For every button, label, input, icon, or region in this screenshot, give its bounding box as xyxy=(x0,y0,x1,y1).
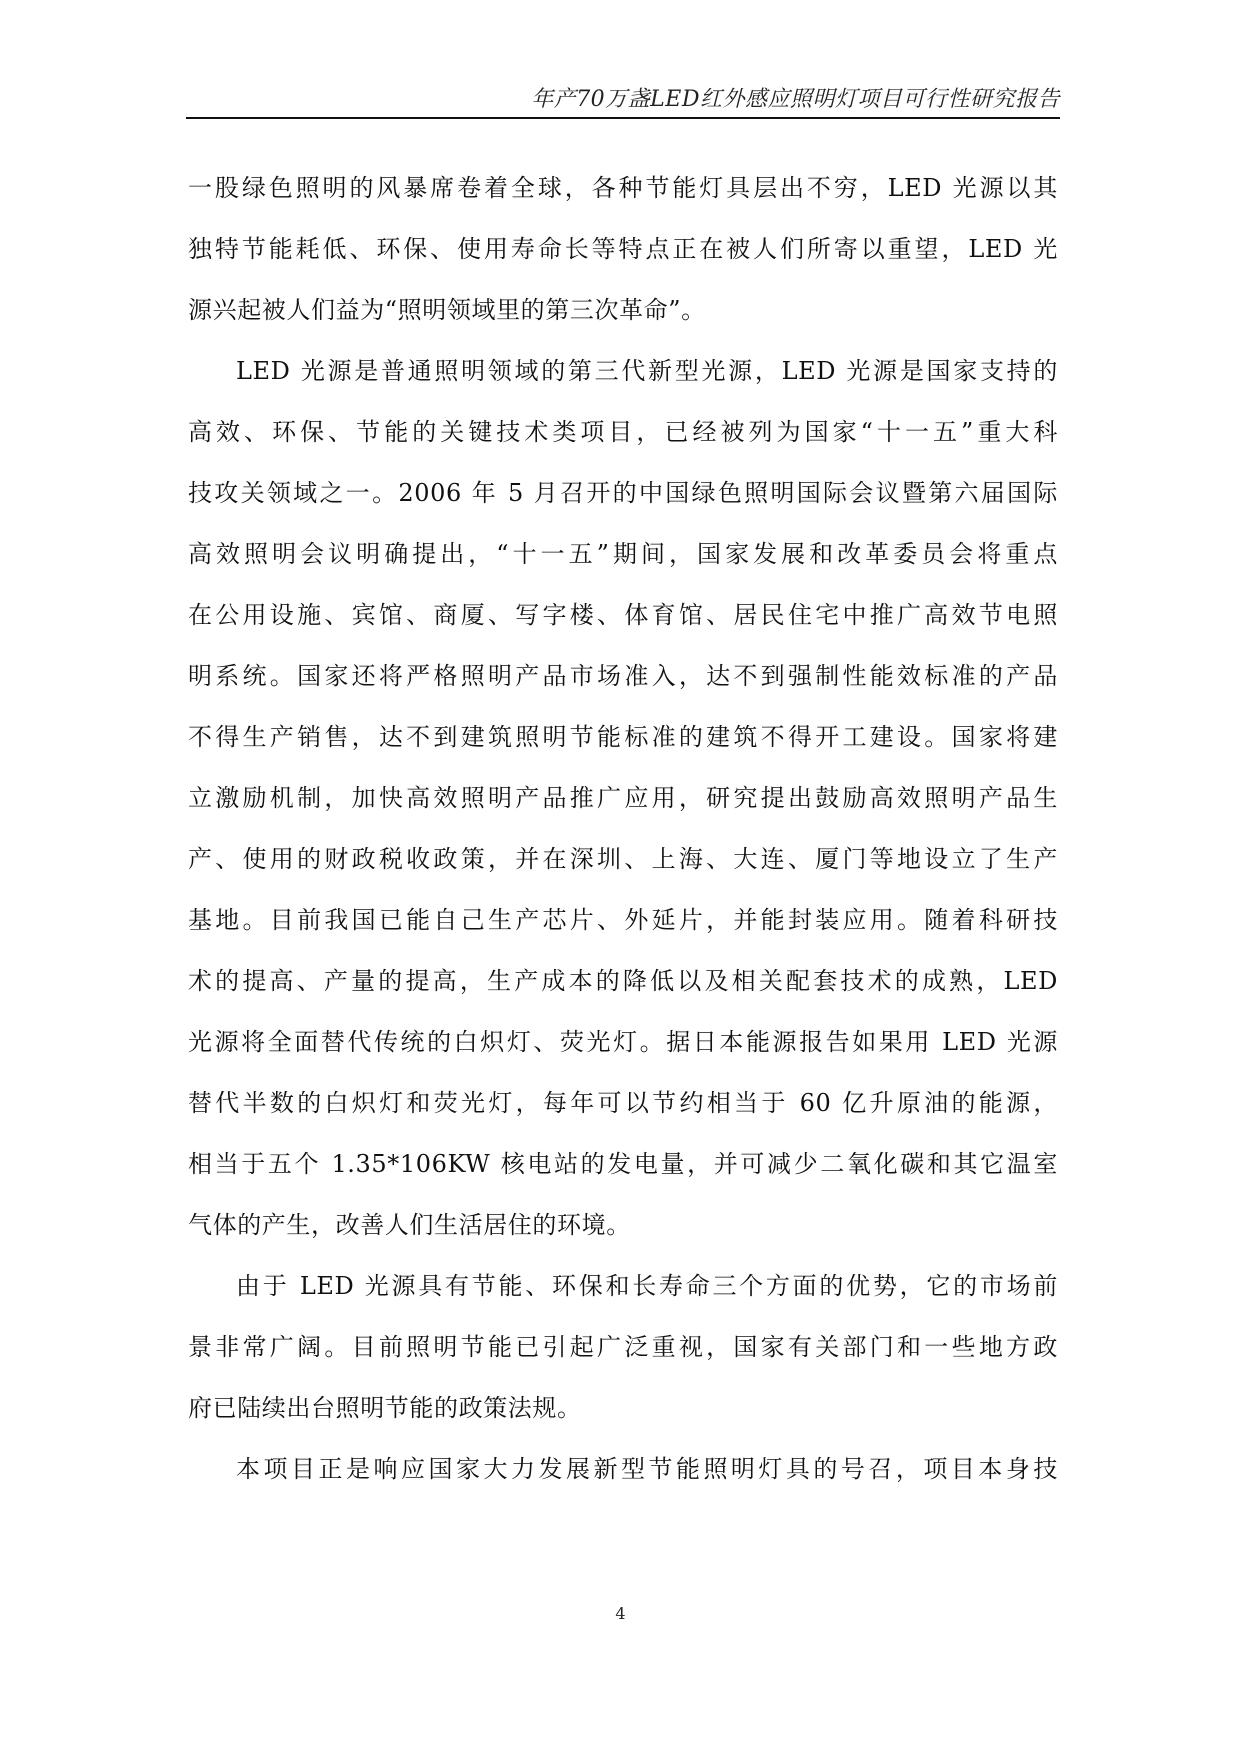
text-line: 一股绿色照明的风暴席卷着全球，各种节能灯具层出不穷，LED 光源以其 xyxy=(188,174,1058,202)
paragraph xyxy=(188,341,1058,1256)
header-rule xyxy=(186,117,1060,119)
text-line: 独特节能耗低、环保、使用寿命长等特点正在被人们所寄以重望，LED 光 xyxy=(188,235,1058,263)
text-line: 府已陆续出台照明节能的政策法规。 xyxy=(188,1394,582,1422)
page-number: 4 xyxy=(615,1604,626,1623)
text-line: 基地。目前我国已能自己生产芯片、外延片，并能封装应用。随着科研技 xyxy=(188,906,1058,934)
text-line: 不得生产销售，达不到建筑照明节能标准的建筑不得开工建设。国家将建 xyxy=(188,723,1058,751)
text-line: 本项目正是响应国家大力发展新型节能照明灯具的号召，项目本身技 xyxy=(236,1455,1058,1483)
text-line: 术的提高、产量的提高，生产成本的降低以及相关配套技术的成熟，LED xyxy=(188,967,1058,995)
text-line: 由于 LED 光源具有节能、环保和长寿命三个方面的优势，它的市场前 xyxy=(236,1272,1058,1300)
paragraph xyxy=(188,158,1058,341)
text-line: 景非常广阔。目前照明节能已引起广泛重视，国家有关部门和一些地方政 xyxy=(188,1333,1058,1361)
text-line: 替代半数的白炽灯和荧光灯，每年可以节约相当于 60 亿升原油的能源， xyxy=(188,1089,1058,1117)
text-line: 相当于五个 1.35*106KW 核电站的发电量，并可减少二氧化碳和其它温室 xyxy=(188,1150,1058,1178)
body-text xyxy=(188,158,1058,1500)
text-line: 产、使用的财政税收政策，并在深圳、上海、大连、厦门等地设立了生产 xyxy=(188,845,1058,873)
text-line: 气体的产生，改善人们生活居住的环境。 xyxy=(188,1211,631,1239)
text-line: 源兴起被人们益为“照明领域里的第三次革命”。 xyxy=(188,296,706,324)
text-line: 立激励机制，加快高效照明产品推广应用，研究提出鼓励高效照明产品生 xyxy=(188,784,1058,812)
running-header: 年产70万盏LED红外感应照明灯项目可行性研究报告 xyxy=(531,87,1060,112)
text-line: 技攻关领域之一。2006 年 5 月召开的中国绿色照明国际会议暨第六届国际 xyxy=(188,479,1058,507)
text-line: 在公用设施、宾馆、商厦、写字楼、体育馆、居民住宅中推广高效节电照 xyxy=(188,601,1058,629)
text-line: 光源将全面替代传统的白炽灯、荧光灯。据日本能源报告如果用 LED 光源 xyxy=(188,1028,1058,1056)
text-line: 明系统。国家还将严格照明产品市场准入，达不到强制性能效标准的产品 xyxy=(188,662,1058,690)
text-line: LED 光源是普通照明领域的第三代新型光源，LED 光源是国家支持的 xyxy=(236,357,1058,385)
paragraph xyxy=(188,1256,1058,1439)
text-line: 高效照明会议明确提出，“十一五”期间，国家发展和改革委员会将重点 xyxy=(188,540,1058,568)
text-line: 高效、环保、节能的关键技术类项目，已经被列为国家“十一五”重大科 xyxy=(188,418,1058,446)
paragraph xyxy=(188,1439,1058,1500)
